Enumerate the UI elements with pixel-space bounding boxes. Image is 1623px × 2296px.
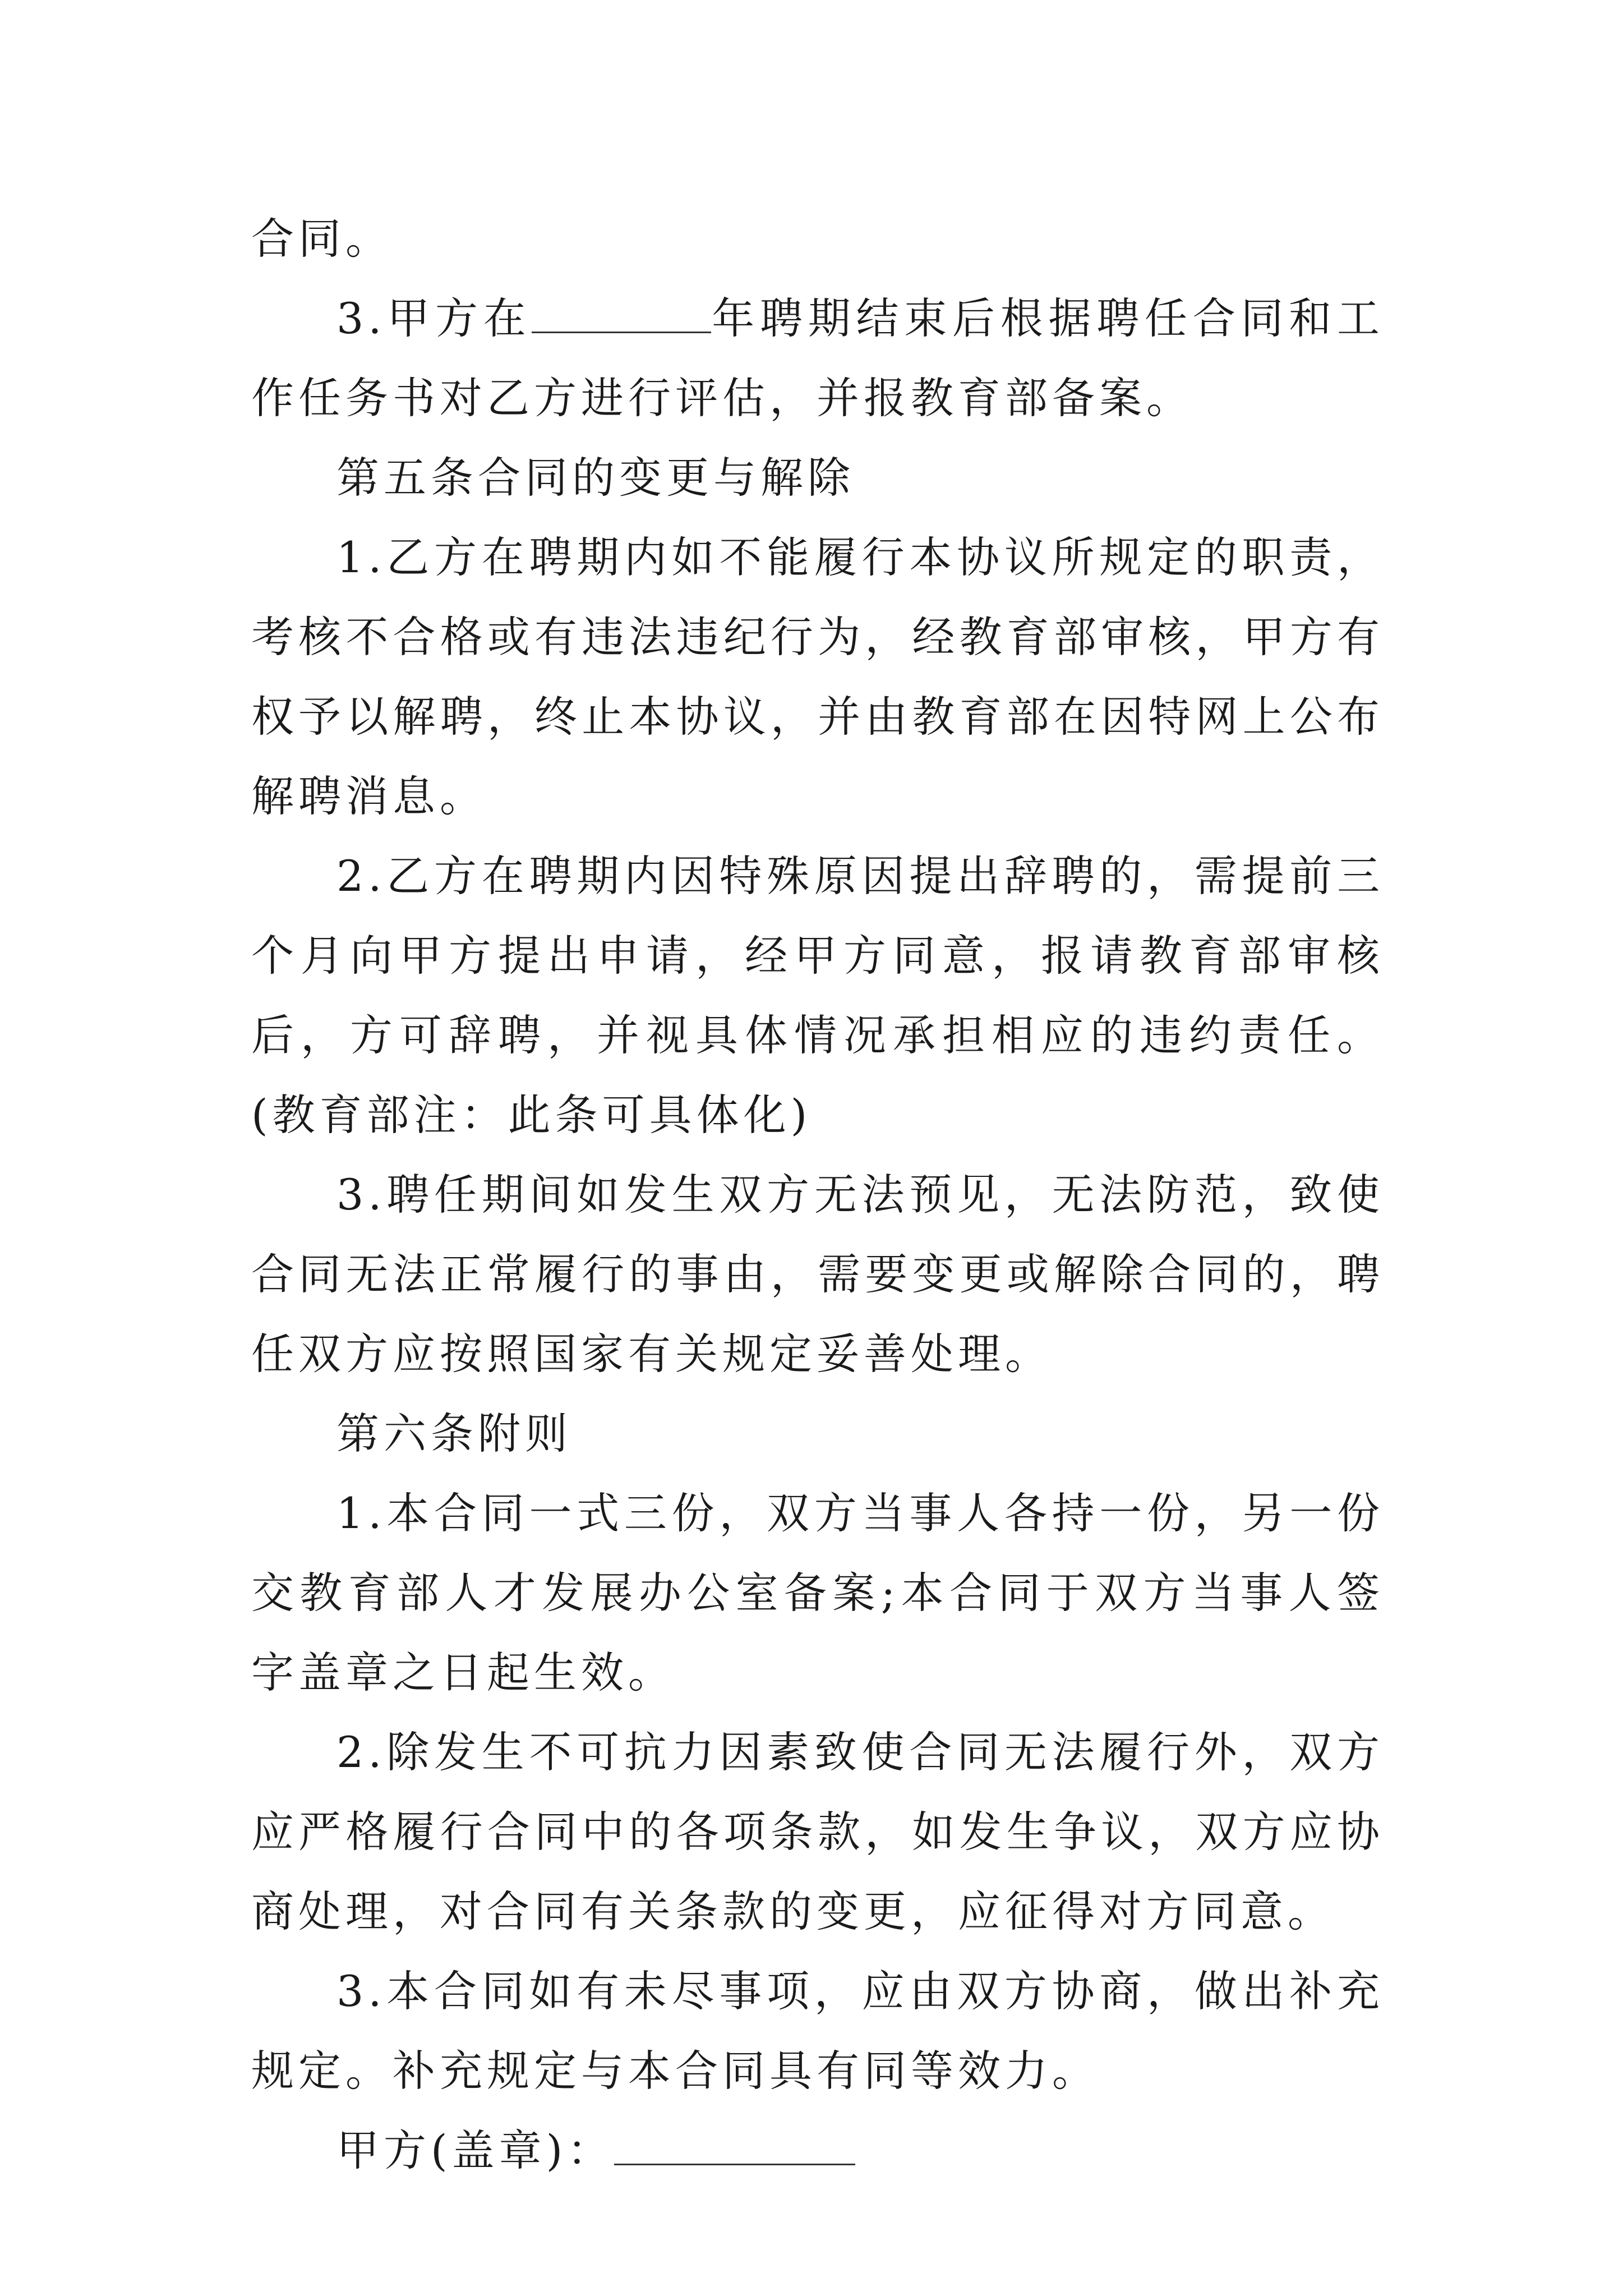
clause-evaluation-prefix: 3.甲方在: [336, 293, 532, 343]
article-heading-6: 第六条附则: [336, 1409, 572, 1458]
clause-evaluation-suffix: 年聘期结束后根据聘任合同和工作任务书对乙方进行评估，并报教育部备案。: [251, 293, 1385, 423]
clause-5-1: 1.乙方在聘期内如不能履行本协议所规定的职责，考核不合格或有违法违纪行为，经教育部审核，甲方有权予以解聘，终止本协议，并由教育部在因特网上公布解聘消息。: [251, 532, 1384, 821]
clause-6-2: 2.除发生不可抗力因素致使合同无法履行外，双方应严格履行合同中的各项条款，如发生争议，双方应协商处理，对合同有关条款的变更，应征得对方同意。: [251, 1727, 1384, 1936]
document-body: [251, 199, 1384, 2191]
party-a-signature-line: [251, 2111, 1384, 2191]
clause-6-1: 1.本合同一式三份，双方当事人各持一份，另一份交教育部人才发展办公室备案;本合同于双方当事人签字盖章之日起生效。: [251, 1488, 1384, 1697]
clause-6-3: 3.本合同如有未尽事项，应由双方协商，做出补充规定。补充规定与本合同具有同等效力。: [251, 1966, 1384, 2096]
party-a-seal-label: 甲方(盖章)：: [336, 2125, 615, 2175]
clause-5-3: 3.聘任期间如发生双方无法预见，无法防范，致使合同无法正常履行的事由，需要变更或解除合同的，聘任双方应按照国家有关规定妥善处理。: [251, 1170, 1384, 1379]
paragraph-continuation: 合同。: [251, 214, 393, 264]
article-heading-5: 第五条合同的变更与解除: [336, 453, 855, 503]
clause-5-2: 2.乙方在聘期内因特殊原因提出辞聘的，需提前三个月向甲方提出申请，经甲方同意，报请教育部审核后，方可辞聘，并视具体情况承担相应的违约责任。(教育部注：此条可具体化): [251, 851, 1384, 1140]
party-a-seal-blank: [614, 2129, 855, 2165]
year-blank-field: [532, 297, 711, 333]
clause-evaluation: [251, 279, 1384, 438]
